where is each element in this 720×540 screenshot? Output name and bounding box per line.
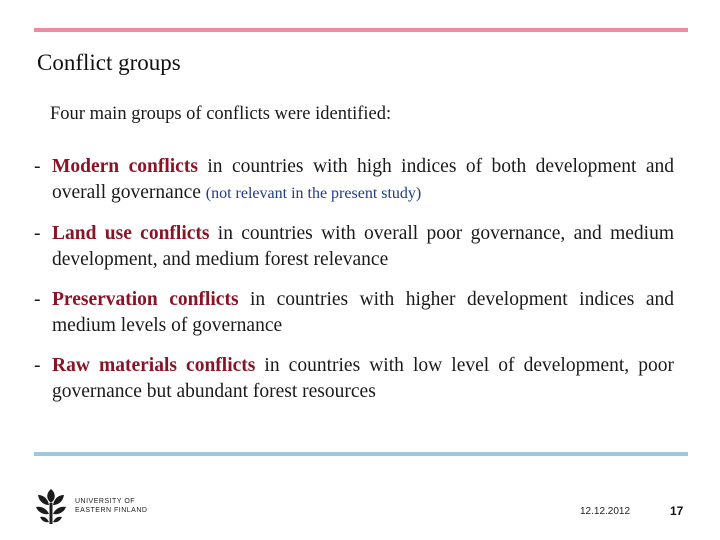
logo-line: UNIVERSITY OF xyxy=(75,498,136,505)
conflict-note: (not relevant in the present study) xyxy=(205,185,422,202)
logo-line: EASTERN FINLAND xyxy=(75,507,148,514)
logo-wordmark xyxy=(75,497,147,515)
slide-date: 12.12.2012 xyxy=(580,506,631,517)
university-logo xyxy=(34,487,147,525)
intro-text: Four main groups of conflicts were identified: xyxy=(50,104,392,124)
conflict-term: Raw materials conflicts xyxy=(52,355,256,376)
conflict-description: in countries with higher development indices and medium levels of governance xyxy=(52,289,674,336)
conflict-term: Land use conflicts xyxy=(52,223,210,244)
list-item: - Raw materials conflicts in countries with low level of development, poor governance but abundant forest resources xyxy=(34,355,674,402)
conflict-list xyxy=(34,154,674,419)
uef-flower-logo-icon xyxy=(34,487,70,525)
conflict-description: in countries with low level of development, poor governance but abundant forest resources xyxy=(52,355,674,402)
top-divider xyxy=(34,28,688,32)
list-item: - Land use conflicts in countries with overall poor governance, and medium development, and medium forest relevance xyxy=(34,223,674,270)
conflict-description: in countries with overall poor governance, and medium development, and medium forest relevance xyxy=(52,223,674,270)
list-item: - Modern conflicts in countries with high indices of both development and overall governance (not relevant in the present study) xyxy=(34,156,675,203)
conflict-description: in countries with high indices of both development and overall governance xyxy=(52,156,675,203)
page-number: 17 xyxy=(670,504,684,518)
slide-title: Conflict groups xyxy=(37,50,181,75)
bottom-divider xyxy=(34,452,688,456)
conflict-term: Preservation conflicts xyxy=(52,289,239,310)
list-item: - Preservation conflicts in countries with higher development indices and medium levels of governance xyxy=(34,289,674,336)
conflict-term: Modern conflicts xyxy=(52,156,198,177)
